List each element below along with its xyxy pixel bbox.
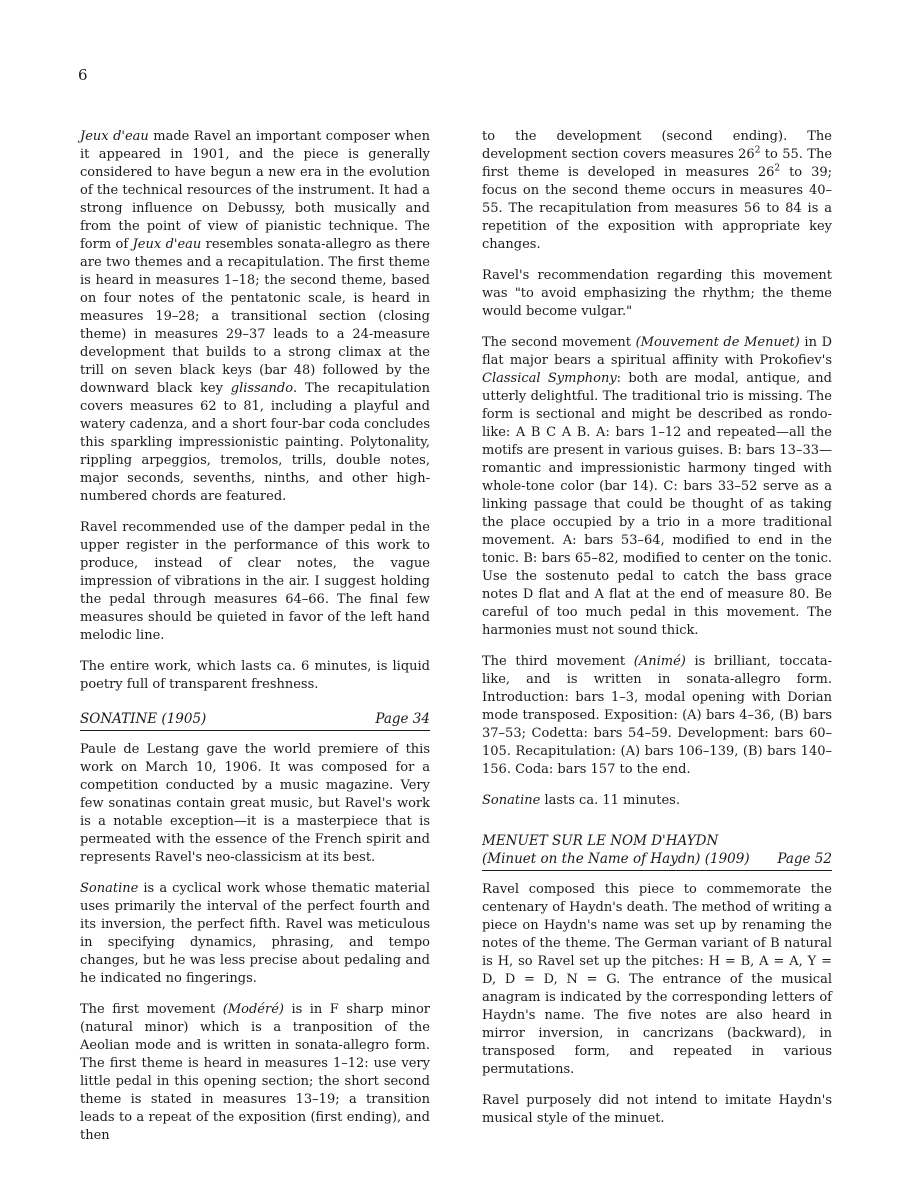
left-column — [80, 128, 430, 1158]
jeux-deau-analysis-paragraph: Jeux d'eau made Ravel an important composer when it appeared in 1901, and the piece is generally considered to have begun a new era in the evolution of the technical resources of the instrument. It had a strong influence on Debussy, both musically and from the point of view of pianistic technique. The form of Jeux d'eau resembles sonata-allegro as there are two themes and a recapitulation. The first theme is heard in measures 1–18; the second theme, based on four notes of the pentatonic scale, is heard in measures 19–28; a transitional section (closing theme) in measures 29–37 leads to a 24-measure development that builds to a strong climax at the trill on seven black keys (bar 48) followed by the downward black key glissando. The recapitulation covers measures 62 to 81, including a playful and watery cadenza, and a short four-bar coda concludes this sparkling impressionistic painting. Polytonality, rippling arpeggios, tremolos, trills, double notes, major seconds, sevenths, ninths, and other high-numbered chords are featured. — [80, 129, 431, 504]
work-title: Jeux d'eau — [80, 129, 149, 144]
sonatine-duration-paragraph: Sonatine lasts ca. 11 minutes. — [482, 793, 680, 808]
page-number: 6 — [78, 66, 88, 84]
rhythm-recommendation-paragraph: Ravel's recommendation regarding this movement was "to avoid emphasizing the rhythm; the theme would become vulgar." — [482, 268, 832, 319]
first-movement-paragraph: The first movement (Modéré) is in F sharp minor (natural minor) which is a tranposition of the Aeolian mode and is written in sonata-allegro form. The first theme is heard in measures 1–12: use very little pedal in this opening section; the short second theme is stated in measures 13–19; a transition leads to a repeat of the exposition (first ending), and then — [80, 1002, 430, 1143]
sonatine-heading — [80, 710, 430, 731]
second-movement-paragraph: The second movement (Mouvement de Menuet) in D flat major bears a spiritual affinity with Prokofiev's Classical Symphony: both are modal, antique, and utterly delightful. The traditional trio is missing. The form is sectional and might be described as rondo-like: A B C A B. A: bars 1–12 and repeated—all the motifs are present in various guises. B: bars 13–33—romantic and impressionistic harmony tinged with whole-tone color (bar 14). C: bars 33–52 serve as a linking passage that could be thought of as taking the place occupied by a trio in a more traditional movement. A: bars 53–64, modified to end in the tonic. B: bars 65–82, modified to center on the tonic. Use the sostenuto pedal to catch the bass grace notes D flat and A flat at the end of measure 80. Be careful of too much pedal in this movement. The harmonies must not sound thick. — [482, 335, 833, 638]
section-page-ref: Page 52 — [777, 851, 832, 867]
sonatine-cyclical-paragraph: Sonatine is a cyclical work whose thematic material uses primarily the interval of the perfect fourth and its inversion, the perfect fifth. Ravel was meticulous in specifying dynamics, phrasing, and tempo changes, but he was less precise about pedaling and he indicated no fingerings. — [80, 881, 430, 986]
right-column — [482, 128, 832, 1141]
duration-paragraph: The entire work, which lasts ca. 6 minutes, is liquid poetry full of transparent freshness. — [80, 659, 430, 692]
third-movement-paragraph: The third movement (Animé) is brilliant, toccata-like, and is written in sonata-allegro form. Introduction: bars 1–3, modal opening with Dorian mode transposed. Exposition: (A) bars 4–36, (B) bars 37–53; Codetta: bars 54–59. Development: bars 60–105. Recapitulation: (A) bars 106–139, (B) bars 140–156. Coda: bars 157 to the end. — [482, 654, 832, 777]
pedal-recommendation-paragraph: Ravel recommended use of the damper pedal in the upper register in the performance of this work to produce, instead of clear notes, the vague impression of vibrations in the air. I suggest holding the pedal through measures 64–66. The final few measures should be quieted in favor of the left hand melodic line. — [80, 520, 430, 643]
section-subtitle: (Minuet on the Name of Haydn) (1909) — [482, 851, 750, 867]
section-title: MENUET SUR LE NOM D'HAYDN — [482, 833, 719, 849]
menuet-heading — [482, 832, 832, 871]
section-title: SONATINE (1905) — [80, 711, 207, 727]
sonatine-premiere-paragraph: Paule de Lestang gave the world premiere of this work on March 10, 1906. It was composed for a competition conducted by a music magazine. Very few sonatinas contain great music, but Ravel's work is a notable exception—it is a masterpiece that is permeated with the essence of the French spirit and represents Ravel's neo-classicism at its best. — [80, 742, 430, 865]
section-page-ref: Page 34 — [375, 711, 430, 727]
development-paragraph: to the development (second ending). The development section covers measures $26^2$ to 55. The first theme is developed in measures $26^2$ to 39; focus on the second theme occurs in measures 40–55. The recapitulation from measures 56 to 84 is a repetition of the exposition with appropriate key changes. — [482, 129, 833, 252]
menuet-anagram-paragraph: Ravel composed this piece to commemorate the centenary of Haydn's death. The method of writing a piece on Haydn's name was set up by renaming the notes of the theme. The German variant of B natural is H, so Ravel set up the pitches: H = B, A = A, Y = D, D = D, N = G. The entrance of the musical anagram is indicated by the corresponding letters of Haydn's name. The five notes are also heard in mirror inversion, in cancrizans (backward), in transposed form, and repeated in various permutations. — [482, 882, 832, 1077]
menuet-style-paragraph: Ravel purposely did not intend to imitate Haydn's musical style of the minuet. — [482, 1093, 832, 1126]
